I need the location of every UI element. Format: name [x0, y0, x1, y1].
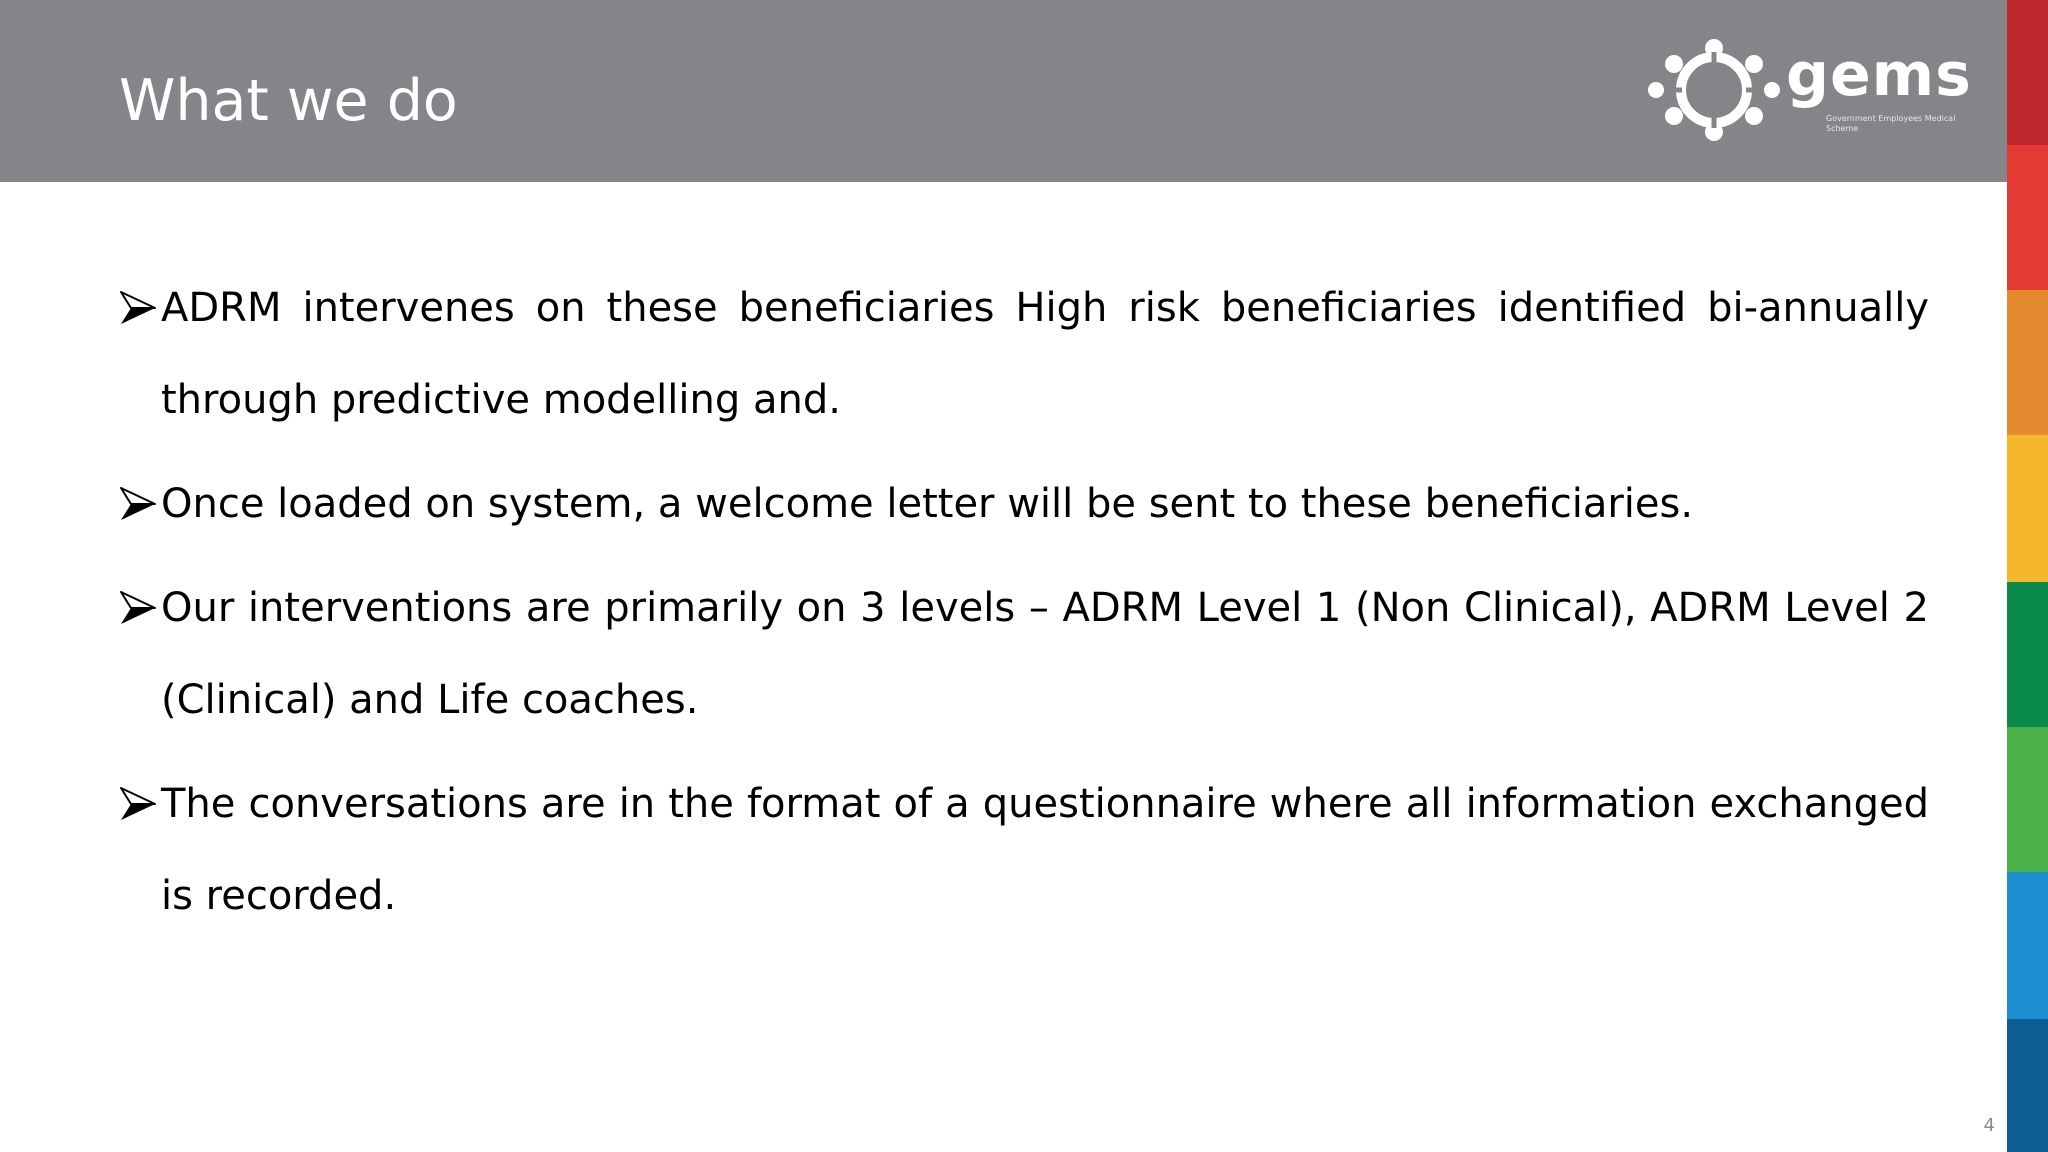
bullet-text: The conversations are in the format of a questionnaire where all information exchanged is recorded.	[161, 781, 1929, 919]
bullet-item	[119, 458, 1929, 550]
arrow-bullet-icon	[119, 262, 159, 354]
arrow-bullet-icon	[119, 458, 159, 550]
side-color-stripe	[2007, 0, 2048, 1152]
gems-logo	[1640, 38, 1972, 148]
page-number: 4	[1983, 1115, 1995, 1136]
stripe-segment	[2007, 435, 2048, 582]
stripe-segment	[2007, 727, 2048, 872]
gems-logo-mark-icon	[1644, 38, 1784, 142]
slide-header	[0, 0, 2007, 182]
bullet-item	[119, 262, 1929, 446]
stripe-segment	[2007, 0, 2048, 145]
stripe-segment	[2007, 582, 2048, 727]
stripe-segment	[2007, 872, 2048, 1019]
slide-title: What we do	[119, 68, 458, 134]
bullet-item	[119, 562, 1929, 746]
bullet-text: Once loaded on system, a welcome letter will be sent to these beneficiaries.	[161, 481, 1694, 527]
stripe-segment	[2007, 145, 2048, 290]
gems-tagline: Government Employees Medical Scheme	[1826, 114, 1956, 133]
arrow-bullet-icon	[119, 562, 159, 654]
stripe-segment	[2007, 290, 2048, 435]
bullet-item	[119, 758, 1929, 942]
gems-wordmark: gems	[1786, 40, 1972, 110]
stripe-segment	[2007, 1019, 2048, 1152]
bullet-text: Our interventions are primarily on 3 levels – ADRM Level 1 (Non Clinical), ADRM Level 2 (Clinical) and Life coaches.	[161, 585, 1929, 723]
bullet-list	[119, 262, 1929, 954]
bullet-text: ADRM intervenes on these beneficiaries High risk beneficiaries identified bi-annually through predictive modelling and.	[161, 285, 1929, 423]
arrow-bullet-icon	[119, 758, 159, 850]
